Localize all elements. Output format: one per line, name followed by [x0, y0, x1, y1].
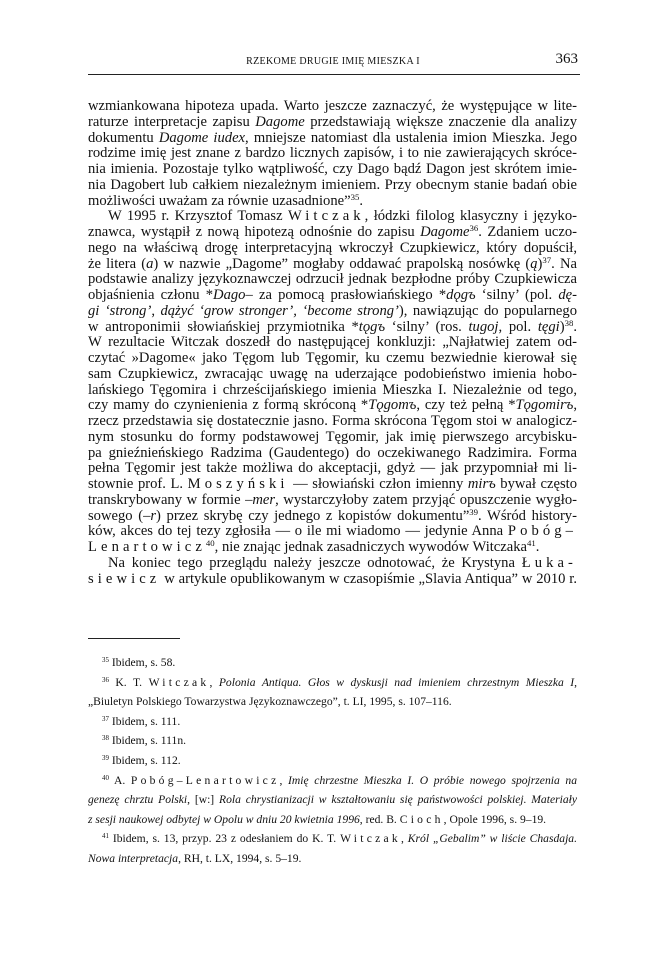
- text-line: [88, 241, 577, 257]
- footnote-ref: 38: [564, 317, 574, 328]
- text-segment: ) w nazwie „Dagome” mogłaby oddawać prapolską nosówkę (: [153, 255, 531, 272]
- footnote-line: [88, 849, 577, 869]
- footnotes: [88, 653, 577, 869]
- text-segment: A.: [108, 773, 131, 787]
- footnote-ref: 39: [102, 754, 109, 763]
- text-segment: .: [535, 539, 540, 555]
- text-segment: ,: [279, 773, 289, 787]
- text-segment: W rezultacie Witczak doszedł do następującej konkluzji: „Najłatwiej zatem od-: [88, 334, 577, 351]
- text-segment: Nowa interpretacja: [88, 851, 179, 865]
- footnote-ref: 41: [102, 832, 109, 841]
- text-segment: Polonia Antiqua. Głos w dyskusji nad imieniem chrzestnym Mieszka I: [218, 675, 575, 689]
- footnote-ref: 40: [205, 538, 215, 549]
- text-segment: za pomocą prasłowiańskiego *: [252, 287, 447, 303]
- text-segment: Lenartowicz: [88, 539, 206, 555]
- text-segment: . Na: [551, 255, 577, 272]
- footnote-ref: 35: [102, 656, 109, 665]
- text-segment: genezę chrztu Polski: [88, 793, 188, 807]
- text-line: [88, 367, 577, 383]
- footnote-line: [88, 731, 577, 751]
- text-segment: Ibidem, s. 111.: [108, 714, 181, 728]
- text-line: [88, 414, 577, 430]
- footnote-line: [88, 771, 577, 791]
- text-segment: Ibidem, s. 58.: [108, 656, 176, 669]
- text-segment: , red. B.: [359, 812, 400, 826]
- text-line: [88, 178, 577, 194]
- text-segment: nego na właściwą drogę interpretacyjną wkroczył Czupkiewicz, który dopuścił,: [88, 239, 577, 256]
- text-line: [88, 351, 577, 367]
- text-line: [88, 383, 577, 399]
- text-segment: objaśnienia członu *: [88, 287, 214, 303]
- text-segment: rzecz przedstawia się dostatecznie jasno. Forma skrócona Tęgom stoi w analogicz-: [88, 413, 577, 429]
- text-segment: Moszyński: [187, 476, 289, 492]
- text-segment: , mniejsze natomiast dla ustalenia imion Mieszka. Jego: [245, 129, 577, 146]
- text-segment: transkrybowany w formie: [88, 491, 246, 508]
- text-segment: Dagome iudex: [158, 129, 246, 146]
- text-line: [88, 115, 577, 131]
- text-segment: Król „Gebalim” w liście Chasdaja.: [407, 832, 578, 846]
- text-segment: siewicz: [88, 570, 161, 587]
- text-line: [88, 131, 577, 147]
- header-rule: [88, 74, 580, 75]
- text-segment: Ibidem, s. 112.: [108, 753, 181, 767]
- footnote-line: [88, 810, 577, 830]
- text-segment: dǫgъ: [446, 287, 476, 303]
- text-segment: Pobóg–: [507, 523, 577, 540]
- text-segment: dążyć ‘grow stronger’, ‘become strong’: [160, 302, 399, 319]
- text-line: [88, 430, 577, 446]
- text-segment: nia imienia. Pozostaje tylko wątpliwość, czy Dago bądź Dagon jest skrótem imie-: [88, 161, 577, 177]
- footnote-ref: 40: [102, 773, 109, 782]
- text-line: [88, 146, 577, 162]
- footnote-ref: 36: [469, 223, 479, 234]
- text-segment: K. T.: [108, 675, 149, 689]
- text-segment: . Zdaniem uczo-: [478, 224, 577, 240]
- text-segment: –mer: [245, 491, 276, 508]
- text-segment: dę-: [558, 287, 577, 303]
- text-segment: ,: [573, 397, 578, 414]
- text-line: [88, 288, 577, 304]
- text-segment: rodzime imię jest znane z bardzo licznych zapisów, i to nie zawierających skróce-: [88, 145, 577, 162]
- text-segment: , pol.: [498, 318, 538, 335]
- running-title: RZEKOME DRUGIE IMIĘ MIESZKA I: [246, 56, 420, 67]
- text-segment: Na koniec tego przeglądu należy jeszcze odnotować, że Krystyna: [108, 554, 522, 571]
- text-segment: ków, akces do tej tezy zgłosiła — o ile mi wiadomo — jedynie Anna: [88, 523, 508, 540]
- text-segment: ): [559, 318, 565, 335]
- text-line: [88, 191, 577, 210]
- text-segment: lańskiego Tęgomira i chrześcijańskiego imienia Mieszka I. Niezależnie od tego,: [88, 381, 577, 398]
- text-segment: Rola chrystianizacji w kształtowaniu się państwowości polskiej. Materiały: [219, 793, 577, 807]
- text-segment: , czy też pełną *: [416, 397, 516, 414]
- text-segment: ,: [151, 302, 161, 319]
- text-segment: ą: [530, 255, 538, 272]
- text-line: [88, 572, 577, 588]
- text-segment: .: [359, 192, 363, 209]
- text-segment: –r: [143, 507, 157, 524]
- text-segment: „Biuletyn Polskiego Towarzystwa Językoznawczego”, t. LI, 1995, s. 107–116.: [88, 695, 452, 709]
- footnote-line: [88, 712, 577, 732]
- text-line: [88, 477, 577, 493]
- text-line: [88, 398, 577, 414]
- text-segment: Dagome: [255, 113, 305, 130]
- footnote-line: [88, 829, 577, 849]
- text-segment: nym stosunku do formy podstawowej Tęgomir, jak imię pierwszego arcybisku-: [88, 428, 577, 445]
- text-segment: czytać »Dagome« jako Tęgom lub Tęgomir, ku czemu bezwiednie kierował się: [88, 350, 577, 366]
- footnote-ref: 35: [350, 191, 360, 202]
- text-line: [88, 524, 577, 540]
- footnote-ref: 41: [527, 538, 536, 549]
- text-segment: ,: [574, 675, 577, 689]
- text-segment: sam Czupkiewicz, zwracając uwagę na uderzające podobieństwo imienia hobo-: [88, 365, 577, 382]
- text-segment: mirъ: [467, 476, 496, 492]
- footnote-line: [88, 790, 577, 810]
- text-segment: tugoj: [468, 318, 499, 335]
- text-segment: dokumentu: [88, 129, 159, 146]
- text-line: [88, 209, 577, 225]
- text-line: [88, 254, 577, 273]
- text-line: [88, 493, 577, 509]
- text-segment: Łuka-: [521, 554, 577, 571]
- text-line: [88, 540, 577, 556]
- text-segment: ,: [400, 832, 408, 846]
- text-segment: , wystarczyłoby zatem przyjąć opuszczenie wygło-: [275, 491, 577, 508]
- text-segment: Tǫgomъ: [368, 397, 417, 414]
- text-segment: przedstawiają większe znaczenie dla analizy: [304, 113, 577, 130]
- text-segment: tǫgъ: [358, 318, 386, 335]
- text-line: [88, 272, 577, 288]
- page-number: 363: [555, 51, 578, 67]
- text-line: [88, 225, 577, 241]
- text-segment: z sesji naukowej odbytej w Opolu w dniu 20 kwietnia 1996: [88, 812, 360, 826]
- footnote-ref: 37: [102, 714, 109, 723]
- text-segment: sowego (: [88, 507, 144, 524]
- text-segment: , nie znając jednak zasadniczych wywodów Witczaka: [214, 539, 528, 555]
- text-segment: , łódzki filolog klasyczny i języko-: [364, 208, 577, 225]
- text-segment: Ibidem, s. 13, przyp. 23 z odesłaniem do K. T.: [108, 832, 341, 846]
- text-line: [88, 556, 577, 572]
- text-segment: Cioch: [399, 812, 444, 826]
- text-segment: Imię chrzestne Mieszka I. O próbie nowego spojrzenia na: [288, 773, 577, 787]
- text-segment: Witczak: [288, 208, 365, 225]
- footnote-line: [88, 673, 577, 693]
- text-segment: w artykule opublikowanym w czasopiśmie „Slavia Antiqua” w 2010 r.: [160, 570, 577, 587]
- text-segment: wzmiankowana hipoteza upada. Warto jeszcze zaznaczyć, że występujące w lite-: [88, 98, 577, 114]
- text-segment: że litera (: [88, 255, 147, 272]
- text-segment: możliwości uważam za równie uzasadnione”: [88, 192, 351, 209]
- footnote-line: [88, 653, 577, 673]
- footnote-line: [88, 692, 577, 712]
- text-segment: — słowiański człon imienny: [288, 476, 468, 492]
- text-segment: pełna Tęgomir jest także możliwa do akceptacji, gdyż — jak przypomniał mi li-: [88, 460, 577, 477]
- text-line: [88, 304, 577, 320]
- text-line: [88, 506, 577, 525]
- footnote-ref: 37: [542, 254, 552, 265]
- text-segment: czy mamy do czynienienia z formą skróconą *: [88, 397, 369, 414]
- footnote-ref: 38: [102, 734, 109, 743]
- footnote-ref: 36: [102, 675, 109, 684]
- text-segment: podstawie analizy językoznawczej odrzucił jednak bezpłodne próby Czupkiewicza: [88, 271, 577, 288]
- text-segment: ), nawiązując do popularnego: [398, 302, 578, 319]
- text-segment: stownie prof. L.: [88, 476, 188, 492]
- footnote-line: [88, 751, 577, 771]
- text-segment: . Wśród history-: [478, 507, 577, 524]
- text-segment: gi ‘strong’: [88, 302, 152, 319]
- text-segment: Dagome: [420, 224, 470, 240]
- text-segment: Pobóg–Lenartowicz: [130, 773, 280, 787]
- footnote-ref: 39: [469, 506, 479, 517]
- text-segment: Dago–: [213, 287, 253, 303]
- text-line: [88, 317, 577, 336]
- text-segment: nia Dagobert lub całkiem niezależnym imieniem. Przy obecnym stanie badań obie: [88, 176, 577, 193]
- text-segment: Ibidem, s. 111n.: [108, 734, 187, 748]
- text-segment: ,: [209, 675, 219, 689]
- text-segment: ‘silny’ (pol.: [475, 287, 559, 303]
- text-segment: bywał często: [495, 476, 577, 492]
- text-segment: W 1995 r. Krzysztof Tomasz: [108, 208, 288, 225]
- text-line: [88, 446, 577, 462]
- text-segment: Witczak: [340, 832, 401, 846]
- text-segment: ‘silny’ (ros.: [385, 318, 469, 335]
- text-segment: pa gnieźnieńskiego Radzima (Gaudentego) do oczekiwanego Radzimira. Forma: [88, 444, 577, 461]
- text-segment: w antroponimii słowiańskiej przymiotnika *: [88, 318, 359, 335]
- text-segment: ): [537, 255, 543, 272]
- main-text: [88, 99, 577, 587]
- text-segment: znawca, wystąpił z nową hipotezą odnośnie do zapisu: [88, 224, 421, 240]
- text-segment: raturze interpretacje zapisu: [88, 113, 256, 130]
- text-segment: , RH, t. LX, 1994, s. 5–19.: [178, 851, 302, 865]
- text-segment: a: [146, 255, 154, 272]
- text-segment: , Opole 1996, s. 9–19.: [443, 812, 547, 826]
- footnote-separator: [88, 638, 180, 639]
- text-line: [88, 99, 577, 115]
- text-segment: , [w:]: [187, 793, 219, 807]
- text-line: [88, 335, 577, 351]
- text-line: [88, 461, 577, 477]
- text-segment: Tǫgomirъ: [515, 397, 574, 414]
- text-segment: .: [573, 318, 577, 335]
- text-segment: Witczak: [148, 675, 210, 689]
- text-segment: tęgi: [537, 318, 560, 335]
- text-line: [88, 162, 577, 178]
- text-segment: ) przez skrybę czy jednego z kopistów dokumentu”: [156, 507, 470, 524]
